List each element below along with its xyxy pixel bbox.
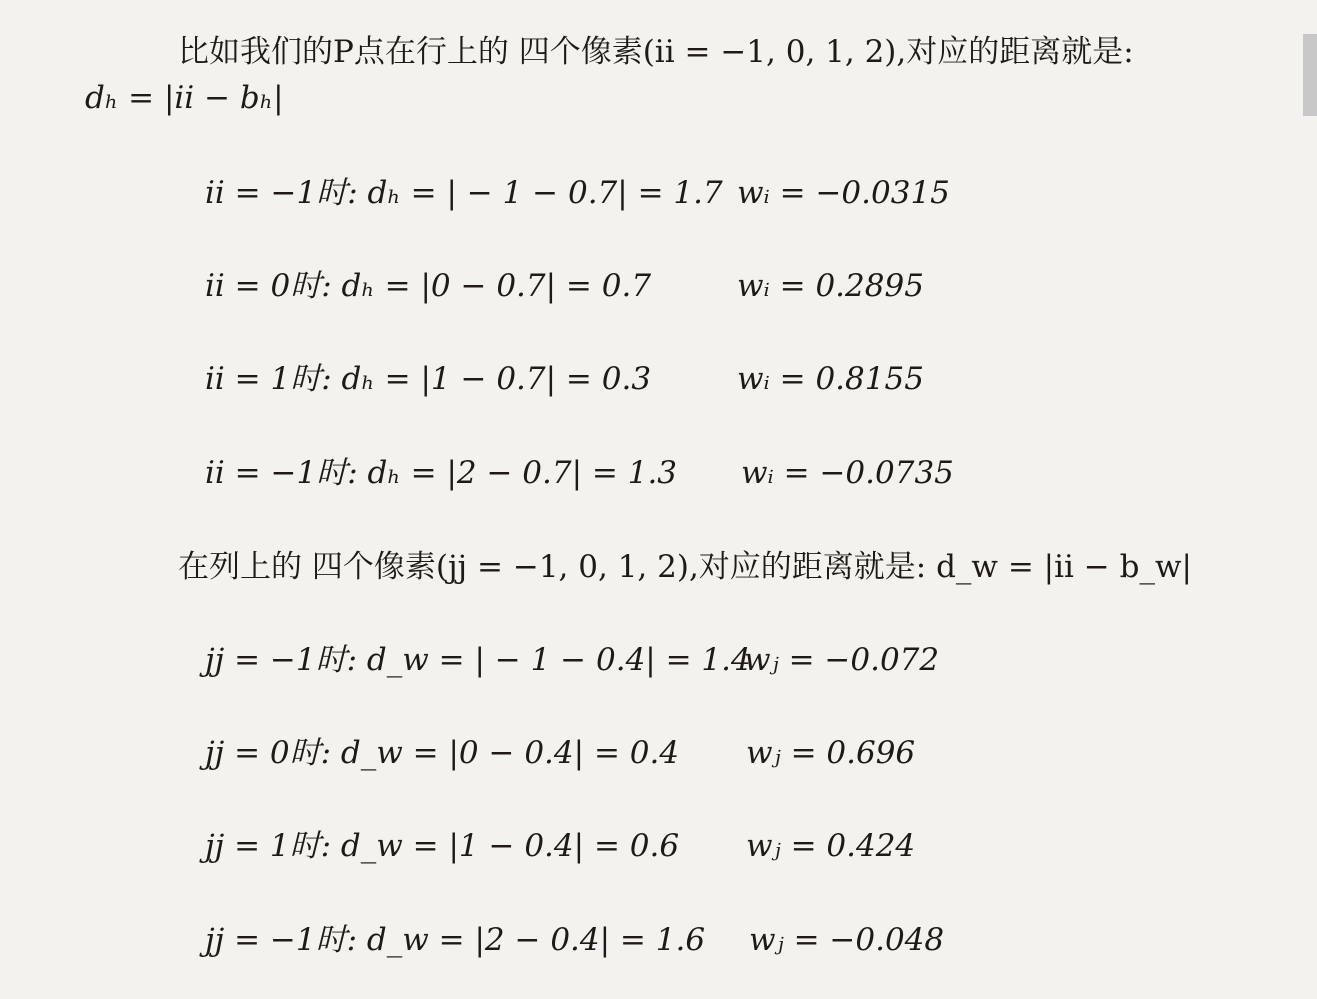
scrollbar-thumb[interactable]	[1303, 34, 1317, 116]
row-h-2-weight: wᵢ = 0.2895	[737, 268, 924, 304]
intro-formula: dₕ = |ii − bₕ|	[85, 80, 284, 116]
row-h-4-weight: wᵢ = −0.0735	[741, 455, 954, 491]
column-intro-text: 在列上的 四个像素(jj = −1, 0, 1, 2),对应的距离就是: d_w = |ii − b_w|	[178, 549, 1192, 585]
row-w-3-distance: jj = 1时: d_w = |1 − 0.4| = 0.6	[205, 828, 680, 864]
row-w-2-distance: jj = 0时: d_w = |0 − 0.4| = 0.4	[205, 735, 680, 771]
row-h-1-weight: wᵢ = −0.0315	[737, 175, 950, 211]
vertical-scrollbar[interactable]	[1300, 0, 1317, 999]
row-w-1-distance: jj = −1时: d_w = | − 1 − 0.4| = 1.4	[205, 642, 751, 678]
row-w-4-weight: wⱼ = −0.048	[749, 922, 945, 958]
row-w-3-weight: wⱼ = 0.424	[746, 828, 916, 864]
row-h-3-distance: ii = 1时: dₕ = |1 − 0.7| = 0.3	[205, 361, 652, 397]
row-h-4-distance: ii = −1时: dₕ = |2 − 0.7| = 1.3	[205, 455, 678, 491]
row-h-3-weight: wᵢ = 0.8155	[737, 361, 924, 397]
row-h-2-distance: ii = 0时: dₕ = |0 − 0.7| = 0.7	[205, 268, 652, 304]
row-w-4-distance: jj = −1时: d_w = |2 − 0.4| = 1.6	[205, 922, 706, 958]
row-w-1-weight: wⱼ = −0.072	[744, 642, 940, 678]
row-w-2-weight: wⱼ = 0.696	[746, 735, 916, 771]
row-h-1-distance: ii = −1时: dₕ = | − 1 − 0.7| = 1.7	[205, 175, 723, 211]
intro-text: 比如我们的P点在行上的 四个像素(ii = −1, 0, 1, 2),对应的距离就是:	[178, 34, 1134, 70]
